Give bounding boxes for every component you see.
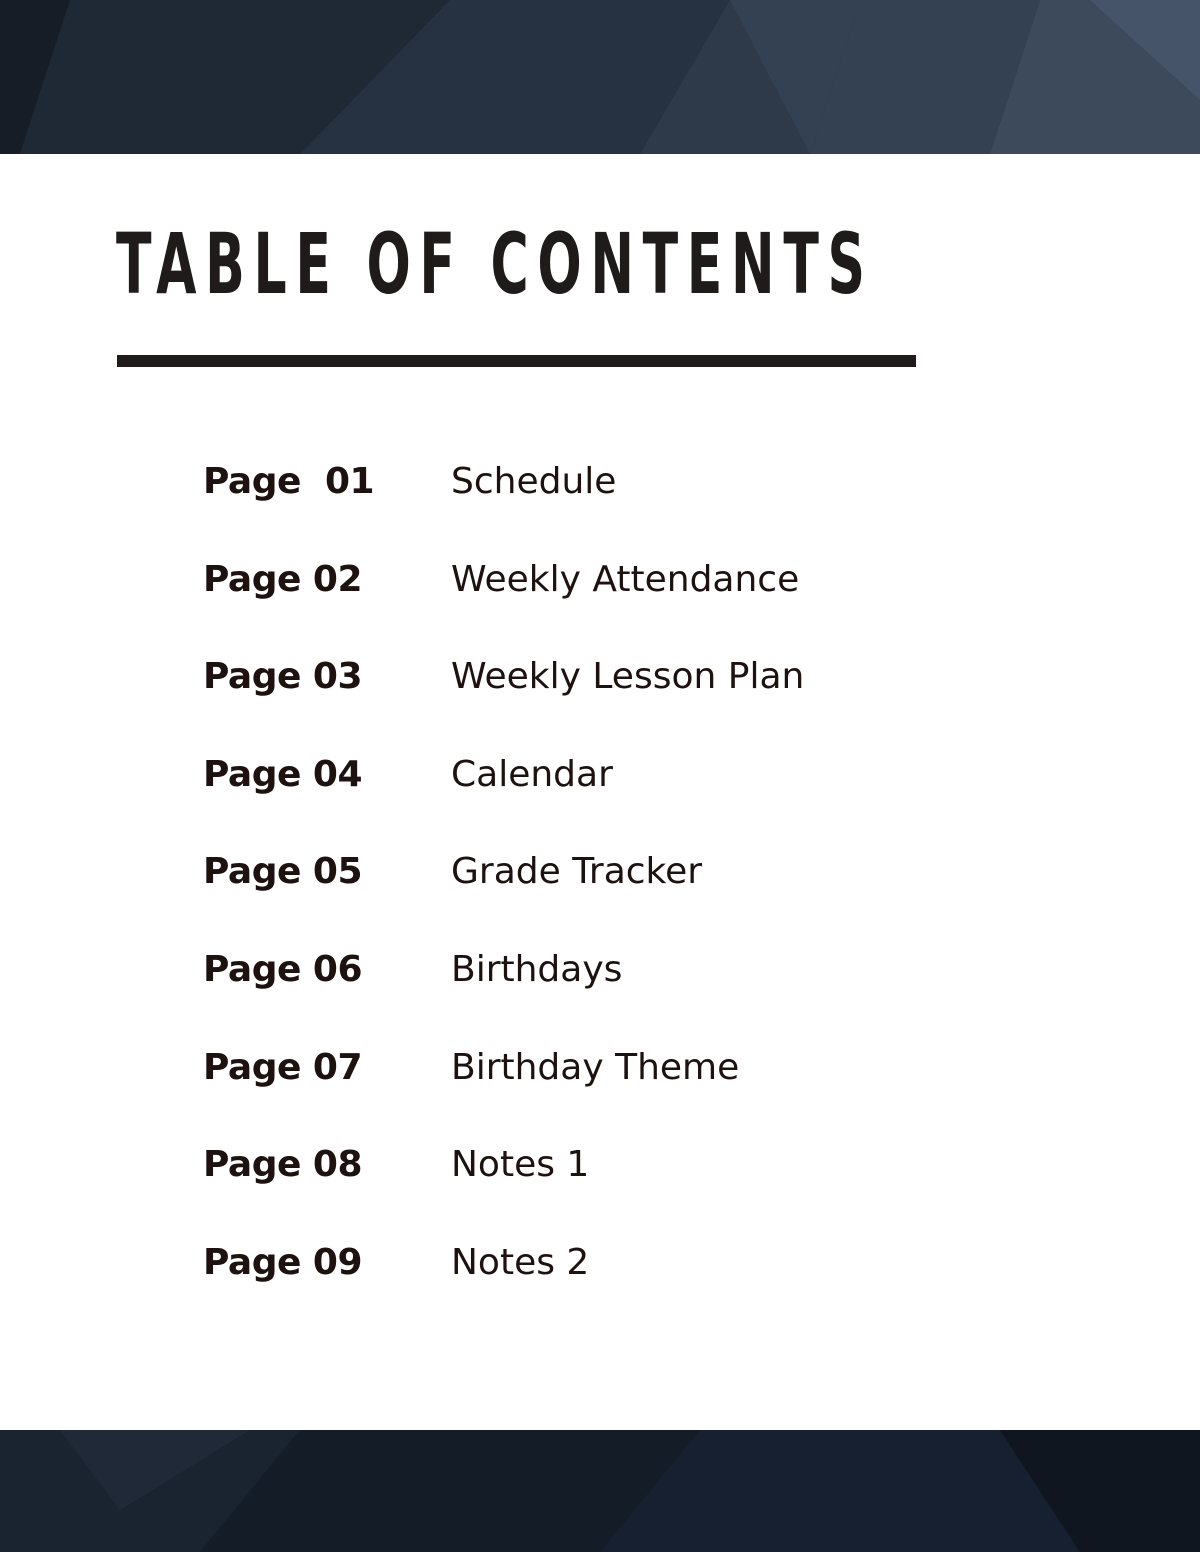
toc-page-number: Page 03 <box>203 656 363 698</box>
toc-section-title: Birthdays <box>451 948 623 990</box>
toc-page-number: Page 08 <box>203 1144 363 1186</box>
toc-page-number: Page 06 <box>203 948 363 990</box>
page-title: TABLE OF CONTENTS <box>116 215 874 313</box>
toc-entry[interactable] <box>203 832 1003 930</box>
toc-section-title: Notes 2 <box>451 1241 590 1283</box>
toc-page-number: Page 01 <box>203 461 375 502</box>
toc-page-number: Page 09 <box>203 1241 363 1283</box>
toc-page-number: Page 05 <box>203 851 363 893</box>
toc-page-number: Page 02 <box>203 558 363 600</box>
toc-page-number: Page 07 <box>203 1046 363 1088</box>
header-band-pattern <box>0 0 1200 154</box>
toc-entry[interactable] <box>203 930 1003 1028</box>
toc-section-title: Calendar <box>451 753 613 795</box>
toc-entry[interactable] <box>203 637 1003 735</box>
title-underline <box>117 355 916 367</box>
toc-page-number: Page 04 <box>203 753 363 795</box>
toc-entry[interactable] <box>203 1028 1003 1126</box>
toc-section-title: Weekly Lesson Plan <box>451 656 805 698</box>
footer-band <box>0 1430 1200 1552</box>
footer-band-pattern <box>0 1430 1200 1552</box>
toc-section-title: Weekly Attendance <box>451 558 800 600</box>
toc-section-title: Birthday Theme <box>451 1046 740 1088</box>
toc-section-title: Grade Tracker <box>451 851 703 893</box>
toc-entry[interactable] <box>203 442 1003 540</box>
toc-entry[interactable] <box>203 540 1003 638</box>
header-band <box>0 0 1200 154</box>
toc-section-title: Schedule <box>451 461 617 502</box>
toc-entry[interactable] <box>203 735 1003 833</box>
toc-entry[interactable] <box>203 1223 1003 1321</box>
toc-entry[interactable] <box>203 1125 1003 1223</box>
toc-list <box>203 442 1003 1320</box>
toc-section-title: Notes 1 <box>451 1144 590 1186</box>
